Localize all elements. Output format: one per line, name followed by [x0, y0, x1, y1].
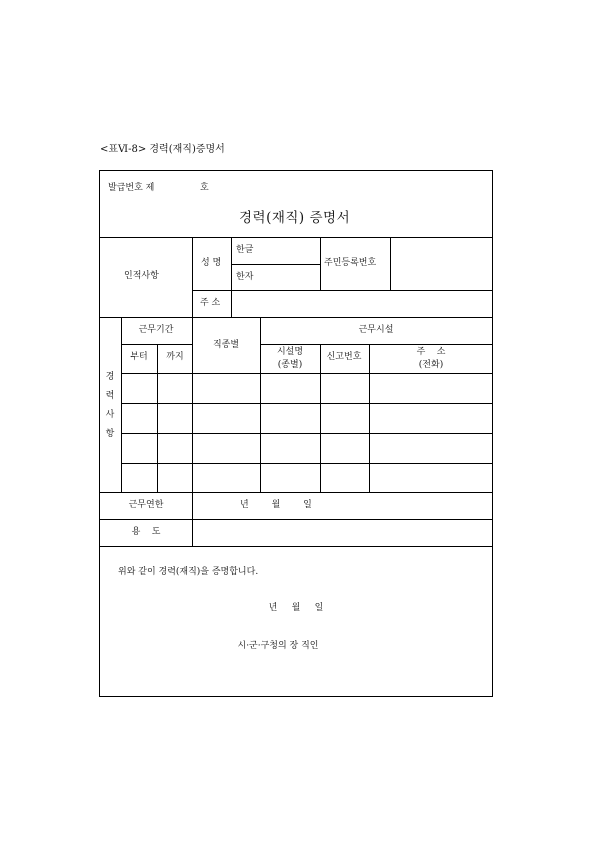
hanja-label: 한자 — [236, 272, 254, 282]
facility-label: 근무시설 — [358, 325, 394, 335]
rule-career-label-right — [121, 317, 122, 492]
purpose-label: 용 도 — [131, 527, 161, 537]
rule-career-header-bottom — [121, 373, 493, 374]
work-years-date: 년 월 일 — [240, 500, 312, 510]
facility-name-label: 시설명 — [276, 347, 304, 357]
facility-name-sub: (종별) — [277, 360, 303, 370]
resident-number-label: 주민등록번호 — [324, 258, 377, 268]
personal-section-label: 인적사항 — [124, 271, 159, 281]
rule-personal-bottom — [99, 317, 493, 318]
job-type-label: 직종별 — [212, 340, 240, 350]
rule-name-split — [231, 264, 320, 265]
work-period-label: 근무기간 — [138, 325, 174, 335]
career-section-char-4: 항 — [105, 429, 115, 439]
hangul-label: 한글 — [236, 245, 254, 255]
rule-report-no-right — [369, 344, 370, 492]
rule-from-right — [157, 344, 158, 492]
rule-period-right — [192, 317, 193, 546]
rule-header-bottom — [99, 237, 493, 238]
work-years-label: 근무연한 — [128, 500, 164, 510]
name-label: 성 명 — [201, 258, 222, 268]
rule-personal-label-right — [192, 237, 193, 317]
rule-purpose-bottom — [99, 546, 493, 547]
rule-resident-label-right — [390, 237, 391, 290]
rule-career-row-2 — [121, 433, 493, 434]
facility-phone-sub: (전화) — [418, 360, 444, 370]
document-title: 경력(재직) 증명서 — [239, 210, 351, 226]
certification-statement: 위와 같이 경력(재직)을 증명합니다. — [118, 567, 259, 577]
rule-name-bottom — [192, 290, 493, 291]
from-label: 부터 — [130, 352, 148, 362]
career-section-char-3: 사 — [105, 410, 115, 420]
certification-date: 년 월 일 — [268, 603, 324, 613]
rule-career-row-1 — [121, 403, 493, 404]
rule-facility-split — [260, 344, 493, 345]
facility-address-label: 주 소 — [416, 347, 446, 357]
rule-career-row-3 — [121, 463, 493, 464]
issue-number-suffix: 호 — [200, 183, 209, 193]
issue-number-label: 발급번호 제 — [108, 183, 155, 193]
career-section-char-1: 경 — [105, 372, 115, 382]
rule-years-bottom — [99, 519, 493, 520]
to-label: 까지 — [166, 352, 184, 362]
rule-career-bottom — [99, 492, 493, 493]
report-number-label: 신고번호 — [326, 352, 362, 362]
career-section-char-2: 력 — [105, 391, 115, 401]
document-caption: <표Ⅵ-8> 경력(재직)증명서 — [100, 144, 225, 155]
address-label: 주 소 — [200, 298, 221, 308]
signer-seal: 시·군·구청의 장 직인 — [237, 641, 319, 651]
rule-name-label-right — [231, 237, 232, 317]
rule-name-value-right — [320, 237, 321, 290]
rule-job-right — [260, 317, 261, 492]
rule-facility-name-right — [320, 344, 321, 492]
